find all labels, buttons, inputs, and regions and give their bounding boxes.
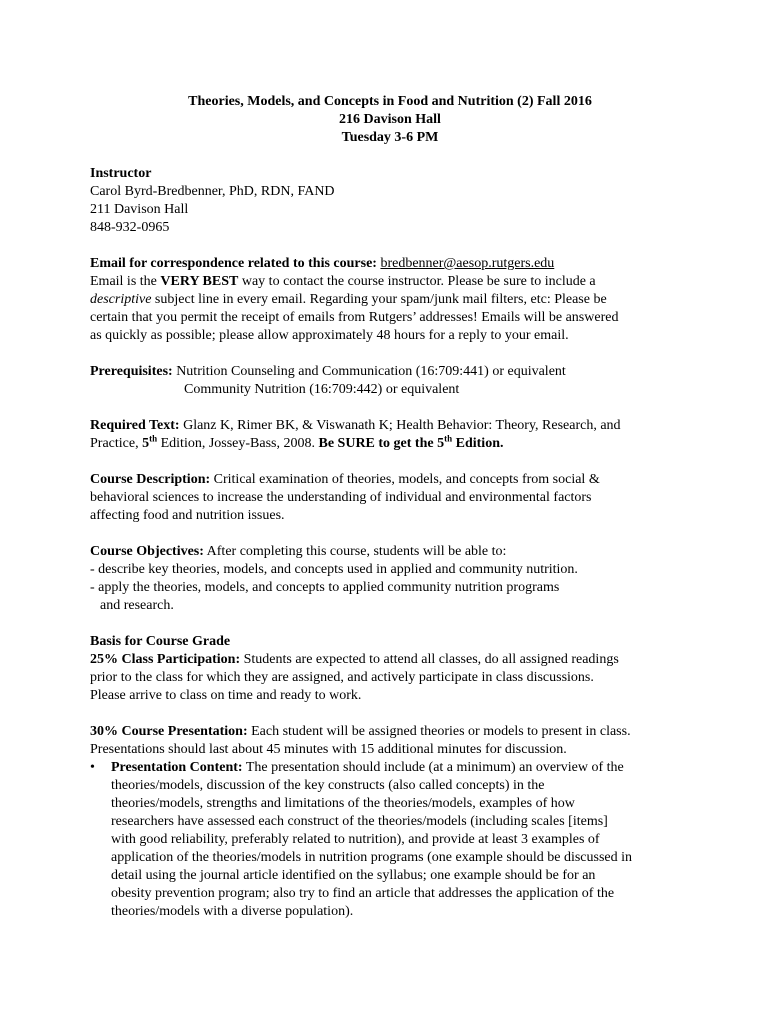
grade-section: [90, 633, 690, 705]
email-text-2: way to contact the course instructor. Please be sure to include a: [238, 274, 596, 289]
prerequisites-section: [90, 363, 690, 399]
course-header: [90, 93, 690, 147]
description-line-2: behavioral sciences to increase the understanding of individual and environmental factors: [90, 490, 592, 505]
presentation-bullets: [90, 759, 690, 921]
instructor-heading: Instructor: [90, 166, 152, 181]
participation-line-3: Please arrive to class on time and ready to work.: [90, 688, 362, 703]
prereq-item-2: Community Nutrition (16:709:442) or equivalent: [184, 382, 460, 397]
email-text-4: certain that you permit the receipt of emails from Rutgers’ addresses! Emails will be answered: [90, 310, 619, 325]
content-line-5: with good reliability, preferably related to nutrition), and provide at least 3 examples of: [111, 832, 600, 847]
description-line-1: Critical examination of theories, models, and concepts from social &: [213, 472, 600, 487]
objectives-section: [90, 543, 690, 615]
content-line-2: theories/models, discussion of the key constructs (also called concepts) in the: [111, 778, 545, 793]
grade-heading: Basis for Course Grade: [90, 634, 231, 649]
prereq-label: Prerequisites:: [90, 364, 173, 379]
description-label: Course Description:: [90, 472, 211, 487]
content-line-4: researchers have assessed each construct of the theories/models (including scales [items]: [111, 814, 608, 829]
content-line-8: obesity prevention program; also try to find an article that addresses the application of the: [111, 886, 615, 901]
instructor-office: 211 Davison Hall: [90, 202, 189, 217]
objective-1: - describe key theories, models, and concepts used in applied and community nutrition.: [90, 562, 578, 577]
edition-number: 5: [142, 436, 150, 451]
instructor-name: Carol Byrd-Bredbenner, PhD, RDN, FAND: [90, 184, 335, 199]
email-emphasis: VERY BEST: [160, 274, 239, 289]
text-line-1: Glanz K, Rimer BK, & Viswanath K; Health Behavior: Theory, Research, and: [183, 418, 621, 433]
instructor-section: [90, 165, 690, 237]
document-content: [90, 93, 690, 921]
content-line-1: The presentation should include (at a minimum) an overview of the: [245, 760, 624, 775]
text-line-2b: Edition, Jossey-Bass, 2008.: [157, 436, 315, 451]
text-label: Required Text:: [90, 418, 180, 433]
bullet-icon: •: [90, 760, 95, 775]
content-line-9: theories/models with a diverse population).: [111, 904, 354, 919]
content-label: Presentation Content:: [111, 760, 243, 775]
email-text-3: subject line in every email. Regarding your spam/junk mail filters, etc: Please be: [151, 292, 607, 307]
presentation-label: 30% Course Presentation:: [90, 724, 248, 739]
participation-label: 25% Class Participation:: [90, 652, 241, 667]
course-room: 216 Davison Hall: [339, 112, 441, 127]
required-text-section: [90, 417, 690, 453]
content-line-7: detail using the journal article identified on the syllabus; one example should be for an: [111, 868, 596, 883]
email-section: [90, 255, 690, 345]
edition-warning: Be SURE to get the 5th Edition.: [318, 433, 504, 451]
email-label: Email for correspondence related to this course:: [90, 256, 377, 271]
objective-2: - apply the theories, models, and concepts to applied community nutrition programs: [90, 580, 560, 595]
presentation-line-1: Each student will be assigned theories or models to present in class.: [251, 724, 631, 739]
participation-line-2: prior to the class for which they are assigned, and actively participate in class discussions.: [90, 670, 594, 685]
description-line-3: affecting food and nutrition issues.: [90, 508, 285, 523]
description-section: [90, 471, 690, 525]
instructor-phone: 848-932-0965: [90, 220, 170, 235]
objective-2-cont: and research.: [100, 598, 174, 613]
edition-suffix: th: [149, 433, 158, 444]
email-descriptive: descriptive: [90, 292, 152, 307]
content-line-6: application of the theories/models in nutrition programs (one example should be discussed in: [111, 850, 633, 865]
text-line-2: Practice,: [90, 436, 143, 451]
course-title: Theories, Models, and Concepts in Food and Nutrition (2) Fall 2016: [188, 94, 592, 109]
content-line-3: theories/models, strengths and limitations of the theories/models, examples of how: [111, 796, 575, 811]
list-item: [90, 759, 690, 921]
course-time: Tuesday 3-6 PM: [341, 130, 439, 145]
email-text-1: Email is the: [90, 274, 161, 289]
prereq-item-1: Nutrition Counseling and Communication (16:709:441) or equivalent: [176, 364, 566, 379]
objectives-intro: After completing this course, students will be able to:: [206, 544, 507, 559]
participation-line-1: Students are expected to attend all classes, do all assigned readings: [243, 652, 619, 667]
email-link[interactable]: bredbenner@aesop.rutgers.edu: [380, 256, 555, 271]
email-text-5: as quickly as possible; please allow approximately 48 hours for a reply to your email.: [90, 328, 569, 343]
objectives-label: Course Objectives:: [90, 544, 204, 559]
presentation-line-2: Presentations should last about 45 minutes with 15 additional minutes for discussion.: [90, 742, 567, 757]
presentation-section: [90, 723, 690, 921]
